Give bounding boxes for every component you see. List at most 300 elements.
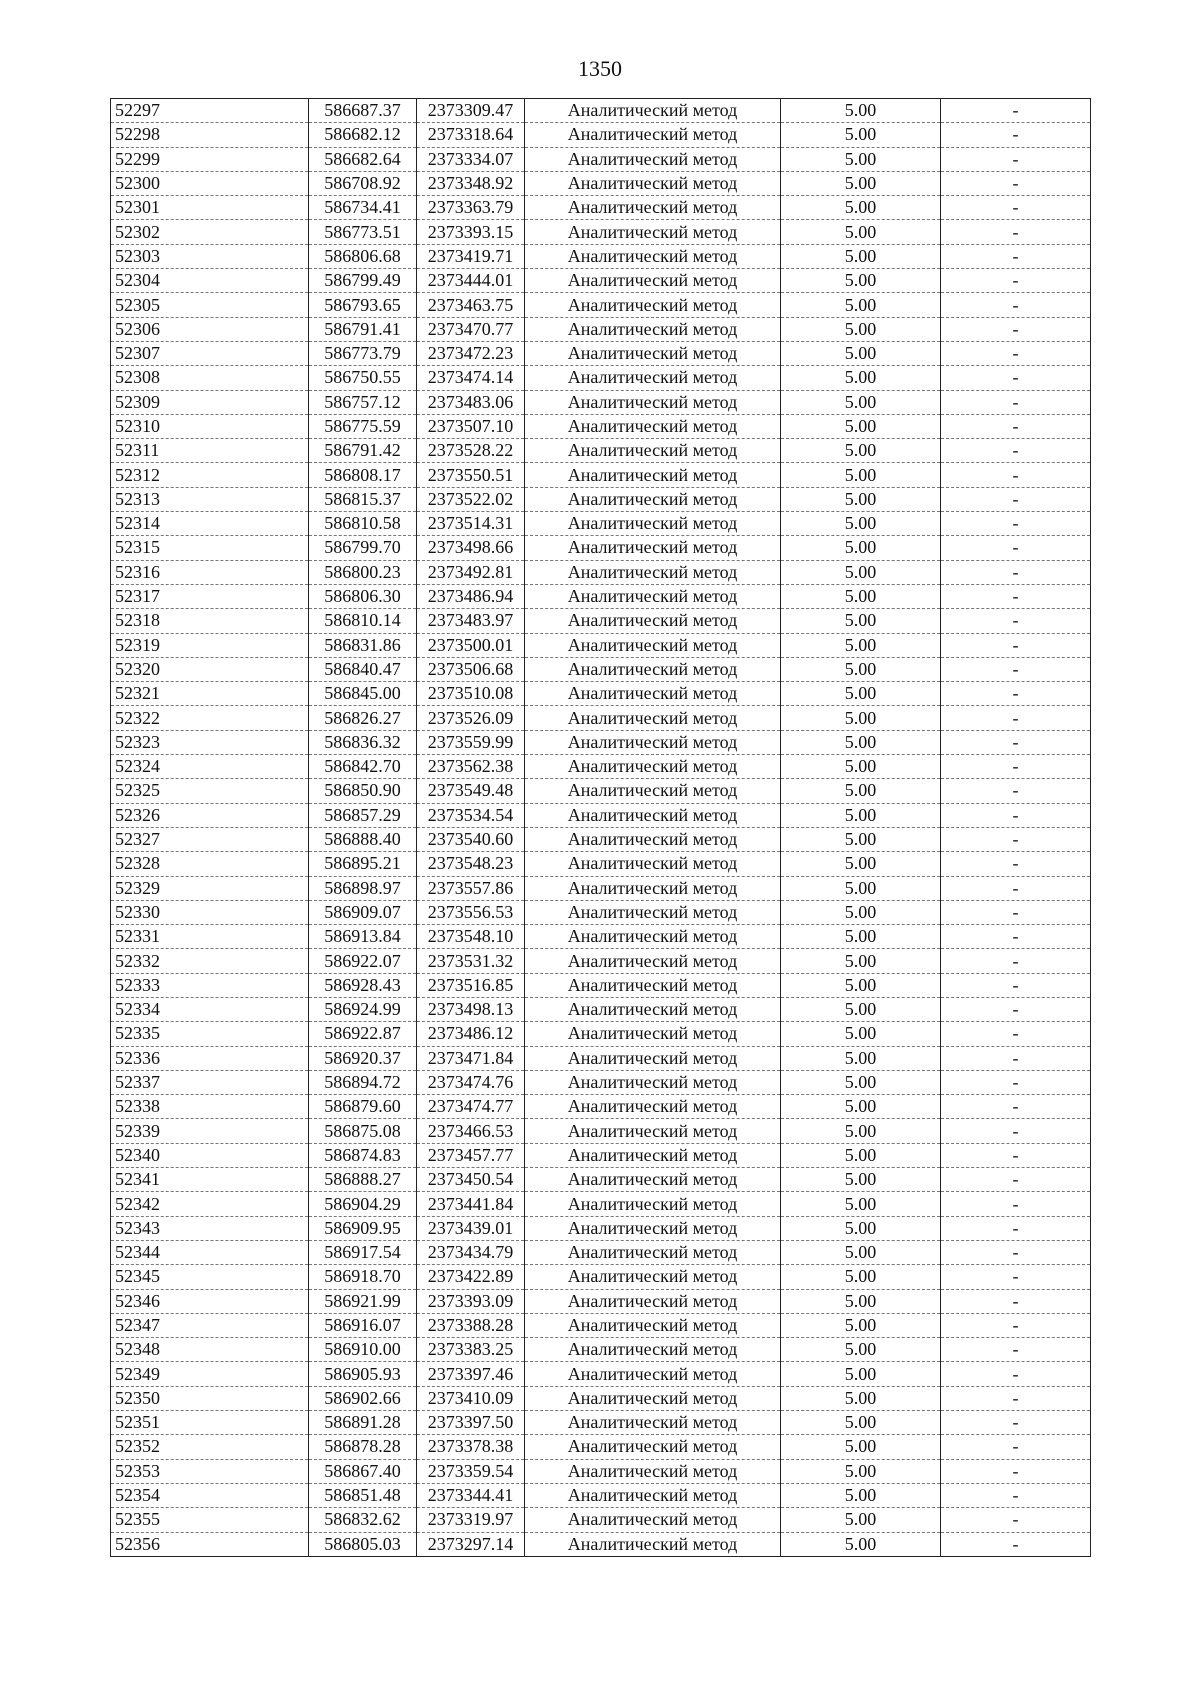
extra-cell: - <box>941 852 1091 876</box>
x-coordinate-cell: 586832.62 <box>309 1508 417 1532</box>
x-coordinate-cell: 586757.12 <box>309 390 417 414</box>
x-coordinate-cell: 586791.41 <box>309 317 417 341</box>
method-cell: Аналитический метод <box>525 1435 781 1459</box>
y-coordinate-cell: 2373319.97 <box>417 1508 525 1532</box>
method-cell: Аналитический метод <box>525 1070 781 1094</box>
x-coordinate-cell: 586928.43 <box>309 973 417 997</box>
method-cell: Аналитический метод <box>525 657 781 681</box>
extra-cell: - <box>941 1070 1091 1094</box>
x-coordinate-cell: 586799.49 <box>309 269 417 293</box>
extra-cell: - <box>941 997 1091 1021</box>
point-number-cell: 52340 <box>111 1143 309 1167</box>
y-coordinate-cell: 2373514.31 <box>417 512 525 536</box>
y-coordinate-cell: 2373297.14 <box>417 1532 525 1556</box>
point-number-cell: 52327 <box>111 827 309 851</box>
extra-cell: - <box>941 512 1091 536</box>
method-cell: Аналитический метод <box>525 439 781 463</box>
method-cell: Аналитический метод <box>525 803 781 827</box>
x-coordinate-cell: 586921.99 <box>309 1289 417 1313</box>
extra-cell: - <box>941 584 1091 608</box>
x-coordinate-cell: 586836.32 <box>309 730 417 754</box>
point-number-cell: 52312 <box>111 463 309 487</box>
precision-cell: 5.00 <box>781 657 941 681</box>
method-cell: Аналитический метод <box>525 366 781 390</box>
coordinates-table-body <box>111 99 1091 1557</box>
y-coordinate-cell: 2373498.66 <box>417 536 525 560</box>
point-number-cell: 52320 <box>111 657 309 681</box>
y-coordinate-cell: 2373410.09 <box>417 1386 525 1410</box>
x-coordinate-cell: 586810.58 <box>309 512 417 536</box>
method-cell: Аналитический метод <box>525 876 781 900</box>
x-coordinate-cell: 586815.37 <box>309 487 417 511</box>
method-cell: Аналитический метод <box>525 123 781 147</box>
table-row <box>111 99 1091 123</box>
method-cell: Аналитический метод <box>525 706 781 730</box>
x-coordinate-cell: 586916.07 <box>309 1313 417 1337</box>
extra-cell: - <box>941 900 1091 924</box>
extra-cell: - <box>941 876 1091 900</box>
table-row <box>111 463 1091 487</box>
point-number-cell: 52333 <box>111 973 309 997</box>
precision-cell: 5.00 <box>781 1022 941 1046</box>
precision-cell: 5.00 <box>781 730 941 754</box>
table-row <box>111 706 1091 730</box>
point-number-cell: 52317 <box>111 584 309 608</box>
method-cell: Аналитический метод <box>525 900 781 924</box>
precision-cell: 5.00 <box>781 220 941 244</box>
y-coordinate-cell: 2373397.50 <box>417 1411 525 1435</box>
point-number-cell: 52336 <box>111 1046 309 1070</box>
point-number-cell: 52328 <box>111 852 309 876</box>
extra-cell: - <box>941 1192 1091 1216</box>
method-cell: Аналитический метод <box>525 1119 781 1143</box>
y-coordinate-cell: 2373334.07 <box>417 147 525 171</box>
method-cell: Аналитический метод <box>525 536 781 560</box>
x-coordinate-cell: 586898.97 <box>309 876 417 900</box>
table-row <box>111 196 1091 220</box>
table-row <box>111 536 1091 560</box>
y-coordinate-cell: 2373548.23 <box>417 852 525 876</box>
point-number-cell: 52337 <box>111 1070 309 1094</box>
x-coordinate-cell: 586909.95 <box>309 1216 417 1240</box>
point-number-cell: 52335 <box>111 1022 309 1046</box>
table-row <box>111 1289 1091 1313</box>
extra-cell: - <box>941 682 1091 706</box>
x-coordinate-cell: 586793.65 <box>309 293 417 317</box>
y-coordinate-cell: 2373463.75 <box>417 293 525 317</box>
point-number-cell: 52326 <box>111 803 309 827</box>
table-row <box>111 900 1091 924</box>
x-coordinate-cell: 586888.40 <box>309 827 417 851</box>
point-number-cell: 52353 <box>111 1459 309 1483</box>
extra-cell: - <box>941 1313 1091 1337</box>
extra-cell: - <box>941 1362 1091 1386</box>
y-coordinate-cell: 2373466.53 <box>417 1119 525 1143</box>
point-number-cell: 52356 <box>111 1532 309 1556</box>
precision-cell: 5.00 <box>781 1095 941 1119</box>
precision-cell: 5.00 <box>781 949 941 973</box>
method-cell: Аналитический метод <box>525 1192 781 1216</box>
y-coordinate-cell: 2373557.86 <box>417 876 525 900</box>
table-row <box>111 1483 1091 1507</box>
precision-cell: 5.00 <box>781 584 941 608</box>
x-coordinate-cell: 586904.29 <box>309 1192 417 1216</box>
precision-cell: 5.00 <box>781 900 941 924</box>
precision-cell: 5.00 <box>781 1459 941 1483</box>
extra-cell: - <box>941 220 1091 244</box>
y-coordinate-cell: 2373549.48 <box>417 779 525 803</box>
extra-cell: - <box>941 803 1091 827</box>
precision-cell: 5.00 <box>781 852 941 876</box>
table-row <box>111 341 1091 365</box>
extra-cell: - <box>941 171 1091 195</box>
table-row <box>111 1095 1091 1119</box>
y-coordinate-cell: 2373309.47 <box>417 99 525 123</box>
table-row <box>111 244 1091 268</box>
x-coordinate-cell: 586867.40 <box>309 1459 417 1483</box>
extra-cell: - <box>941 827 1091 851</box>
extra-cell: - <box>941 1046 1091 1070</box>
precision-cell: 5.00 <box>781 1386 941 1410</box>
table-row <box>111 123 1091 147</box>
x-coordinate-cell: 586840.47 <box>309 657 417 681</box>
table-row <box>111 1022 1091 1046</box>
extra-cell: - <box>941 123 1091 147</box>
precision-cell: 5.00 <box>781 512 941 536</box>
point-number-cell: 52352 <box>111 1435 309 1459</box>
y-coordinate-cell: 2373500.01 <box>417 633 525 657</box>
x-coordinate-cell: 586773.51 <box>309 220 417 244</box>
y-coordinate-cell: 2373397.46 <box>417 1362 525 1386</box>
method-cell: Аналитический метод <box>525 196 781 220</box>
extra-cell: - <box>941 293 1091 317</box>
point-number-cell: 52309 <box>111 390 309 414</box>
table-row <box>111 390 1091 414</box>
precision-cell: 5.00 <box>781 99 941 123</box>
extra-cell: - <box>941 706 1091 730</box>
extra-cell: - <box>941 147 1091 171</box>
y-coordinate-cell: 2373474.14 <box>417 366 525 390</box>
extra-cell: - <box>941 341 1091 365</box>
point-number-cell: 52307 <box>111 341 309 365</box>
extra-cell: - <box>941 1435 1091 1459</box>
precision-cell: 5.00 <box>781 366 941 390</box>
precision-cell: 5.00 <box>781 1192 941 1216</box>
x-coordinate-cell: 586806.30 <box>309 584 417 608</box>
y-coordinate-cell: 2373434.79 <box>417 1240 525 1264</box>
y-coordinate-cell: 2373470.77 <box>417 317 525 341</box>
extra-cell: - <box>941 925 1091 949</box>
y-coordinate-cell: 2373318.64 <box>417 123 525 147</box>
method-cell: Аналитический метод <box>525 390 781 414</box>
table-row <box>111 1265 1091 1289</box>
point-number-cell: 52319 <box>111 633 309 657</box>
precision-cell: 5.00 <box>781 123 941 147</box>
method-cell: Аналитический метод <box>525 1265 781 1289</box>
method-cell: Аналитический метод <box>525 1022 781 1046</box>
y-coordinate-cell: 2373471.84 <box>417 1046 525 1070</box>
point-number-cell: 52305 <box>111 293 309 317</box>
y-coordinate-cell: 2373439.01 <box>417 1216 525 1240</box>
x-coordinate-cell: 586845.00 <box>309 682 417 706</box>
precision-cell: 5.00 <box>781 609 941 633</box>
x-coordinate-cell: 586910.00 <box>309 1338 417 1362</box>
point-number-cell: 52348 <box>111 1338 309 1362</box>
y-coordinate-cell: 2373522.02 <box>417 487 525 511</box>
point-number-cell: 52297 <box>111 99 309 123</box>
precision-cell: 5.00 <box>781 244 941 268</box>
extra-cell: - <box>941 973 1091 997</box>
table-row <box>111 317 1091 341</box>
method-cell: Аналитический метод <box>525 1313 781 1337</box>
y-coordinate-cell: 2373486.12 <box>417 1022 525 1046</box>
method-cell: Аналитический метод <box>525 973 781 997</box>
x-coordinate-cell: 586922.07 <box>309 949 417 973</box>
precision-cell: 5.00 <box>781 925 941 949</box>
table-row <box>111 1192 1091 1216</box>
y-coordinate-cell: 2373422.89 <box>417 1265 525 1289</box>
precision-cell: 5.00 <box>781 1508 941 1532</box>
table-row <box>111 827 1091 851</box>
point-number-cell: 52306 <box>111 317 309 341</box>
point-number-cell: 52298 <box>111 123 309 147</box>
extra-cell: - <box>941 1483 1091 1507</box>
extra-cell: - <box>941 1119 1091 1143</box>
point-number-cell: 52322 <box>111 706 309 730</box>
table-row <box>111 171 1091 195</box>
method-cell: Аналитический метод <box>525 1532 781 1556</box>
method-cell: Аналитический метод <box>525 220 781 244</box>
extra-cell: - <box>941 1508 1091 1532</box>
table-row <box>111 560 1091 584</box>
x-coordinate-cell: 586708.92 <box>309 171 417 195</box>
extra-cell: - <box>941 1216 1091 1240</box>
method-cell: Аналитический метод <box>525 1411 781 1435</box>
point-number-cell: 52347 <box>111 1313 309 1337</box>
method-cell: Аналитический метод <box>525 633 781 657</box>
point-number-cell: 52344 <box>111 1240 309 1264</box>
y-coordinate-cell: 2373441.84 <box>417 1192 525 1216</box>
y-coordinate-cell: 2373531.32 <box>417 949 525 973</box>
x-coordinate-cell: 586687.37 <box>309 99 417 123</box>
method-cell: Аналитический метод <box>525 414 781 438</box>
method-cell: Аналитический метод <box>525 949 781 973</box>
point-number-cell: 52318 <box>111 609 309 633</box>
x-coordinate-cell: 586875.08 <box>309 1119 417 1143</box>
extra-cell: - <box>941 1289 1091 1313</box>
x-coordinate-cell: 586826.27 <box>309 706 417 730</box>
x-coordinate-cell: 586902.66 <box>309 1386 417 1410</box>
y-coordinate-cell: 2373378.38 <box>417 1435 525 1459</box>
y-coordinate-cell: 2373383.25 <box>417 1338 525 1362</box>
method-cell: Аналитический метод <box>525 293 781 317</box>
x-coordinate-cell: 586810.14 <box>309 609 417 633</box>
point-number-cell: 52351 <box>111 1411 309 1435</box>
point-number-cell: 52313 <box>111 487 309 511</box>
table-row <box>111 147 1091 171</box>
point-number-cell: 52339 <box>111 1119 309 1143</box>
precision-cell: 5.00 <box>781 1435 941 1459</box>
y-coordinate-cell: 2373534.54 <box>417 803 525 827</box>
method-cell: Аналитический метод <box>525 463 781 487</box>
point-number-cell: 52311 <box>111 439 309 463</box>
x-coordinate-cell: 586913.84 <box>309 925 417 949</box>
page-number: 1350 <box>578 56 622 81</box>
point-number-cell: 52323 <box>111 730 309 754</box>
point-number-cell: 52304 <box>111 269 309 293</box>
precision-cell: 5.00 <box>781 439 941 463</box>
x-coordinate-cell: 586682.12 <box>309 123 417 147</box>
method-cell: Аналитический метод <box>525 755 781 779</box>
x-coordinate-cell: 586922.87 <box>309 1022 417 1046</box>
precision-cell: 5.00 <box>781 706 941 730</box>
table-row <box>111 1435 1091 1459</box>
table-row <box>111 633 1091 657</box>
extra-cell: - <box>941 99 1091 123</box>
x-coordinate-cell: 586920.37 <box>309 1046 417 1070</box>
table-row <box>111 657 1091 681</box>
point-number-cell: 52334 <box>111 997 309 1021</box>
precision-cell: 5.00 <box>781 755 941 779</box>
precision-cell: 5.00 <box>781 1483 941 1507</box>
x-coordinate-cell: 586750.55 <box>309 366 417 390</box>
point-number-cell: 52310 <box>111 414 309 438</box>
x-coordinate-cell: 586905.93 <box>309 1362 417 1386</box>
method-cell: Аналитический метод <box>525 997 781 1021</box>
point-number-cell: 52350 <box>111 1386 309 1410</box>
y-coordinate-cell: 2373483.97 <box>417 609 525 633</box>
extra-cell: - <box>941 463 1091 487</box>
method-cell: Аналитический метод <box>525 512 781 536</box>
table-row <box>111 1532 1091 1556</box>
point-number-cell: 52343 <box>111 1216 309 1240</box>
y-coordinate-cell: 2373556.53 <box>417 900 525 924</box>
table-row <box>111 1508 1091 1532</box>
extra-cell: - <box>941 1386 1091 1410</box>
x-coordinate-cell: 586734.41 <box>309 196 417 220</box>
x-coordinate-cell: 586851.48 <box>309 1483 417 1507</box>
method-cell: Аналитический метод <box>525 1168 781 1192</box>
y-coordinate-cell: 2373548.10 <box>417 925 525 949</box>
precision-cell: 5.00 <box>781 1046 941 1070</box>
precision-cell: 5.00 <box>781 293 941 317</box>
extra-cell: - <box>941 1240 1091 1264</box>
precision-cell: 5.00 <box>781 1532 941 1556</box>
method-cell: Аналитический метод <box>525 1362 781 1386</box>
precision-cell: 5.00 <box>781 1265 941 1289</box>
method-cell: Аналитический метод <box>525 1459 781 1483</box>
point-number-cell: 52331 <box>111 925 309 949</box>
table-row <box>111 512 1091 536</box>
y-coordinate-cell: 2373444.01 <box>417 269 525 293</box>
method-cell: Аналитический метод <box>525 1289 781 1313</box>
table-row <box>111 220 1091 244</box>
x-coordinate-cell: 586878.28 <box>309 1435 417 1459</box>
table-row <box>111 803 1091 827</box>
method-cell: Аналитический метод <box>525 341 781 365</box>
point-number-cell: 52338 <box>111 1095 309 1119</box>
y-coordinate-cell: 2373348.92 <box>417 171 525 195</box>
table-row <box>111 925 1091 949</box>
point-number-cell: 52308 <box>111 366 309 390</box>
method-cell: Аналитический метод <box>525 269 781 293</box>
extra-cell: - <box>941 1265 1091 1289</box>
table-row <box>111 876 1091 900</box>
extra-cell: - <box>941 487 1091 511</box>
precision-cell: 5.00 <box>781 1313 941 1337</box>
y-coordinate-cell: 2373393.09 <box>417 1289 525 1313</box>
extra-cell: - <box>941 779 1091 803</box>
x-coordinate-cell: 586874.83 <box>309 1143 417 1167</box>
y-coordinate-cell: 2373419.71 <box>417 244 525 268</box>
x-coordinate-cell: 586842.70 <box>309 755 417 779</box>
point-number-cell: 52301 <box>111 196 309 220</box>
x-coordinate-cell: 586799.70 <box>309 536 417 560</box>
method-cell: Аналитический метод <box>525 827 781 851</box>
precision-cell: 5.00 <box>781 1240 941 1264</box>
table-row <box>111 1338 1091 1362</box>
method-cell: Аналитический метод <box>525 852 781 876</box>
y-coordinate-cell: 2373562.38 <box>417 755 525 779</box>
x-coordinate-cell: 586895.21 <box>309 852 417 876</box>
extra-cell: - <box>941 1338 1091 1362</box>
y-coordinate-cell: 2373492.81 <box>417 560 525 584</box>
x-coordinate-cell: 586791.42 <box>309 439 417 463</box>
point-number-cell: 52330 <box>111 900 309 924</box>
table-row <box>111 973 1091 997</box>
point-number-cell: 52332 <box>111 949 309 973</box>
precision-cell: 5.00 <box>781 390 941 414</box>
table-row <box>111 269 1091 293</box>
point-number-cell: 52355 <box>111 1508 309 1532</box>
x-coordinate-cell: 586682.64 <box>309 147 417 171</box>
method-cell: Аналитический метод <box>525 560 781 584</box>
method-cell: Аналитический метод <box>525 317 781 341</box>
precision-cell: 5.00 <box>781 341 941 365</box>
method-cell: Аналитический метод <box>525 1240 781 1264</box>
extra-cell: - <box>941 244 1091 268</box>
table-row <box>111 1459 1091 1483</box>
point-number-cell: 52325 <box>111 779 309 803</box>
extra-cell: - <box>941 1532 1091 1556</box>
point-number-cell: 52354 <box>111 1483 309 1507</box>
y-coordinate-cell: 2373474.76 <box>417 1070 525 1094</box>
x-coordinate-cell: 586806.68 <box>309 244 417 268</box>
coordinates-table <box>110 98 1091 1557</box>
extra-cell: - <box>941 1168 1091 1192</box>
x-coordinate-cell: 586909.07 <box>309 900 417 924</box>
precision-cell: 5.00 <box>781 487 941 511</box>
method-cell: Аналитический метод <box>525 925 781 949</box>
y-coordinate-cell: 2373506.68 <box>417 657 525 681</box>
extra-cell: - <box>941 439 1091 463</box>
y-coordinate-cell: 2373550.51 <box>417 463 525 487</box>
table-row <box>111 730 1091 754</box>
extra-cell: - <box>941 609 1091 633</box>
x-coordinate-cell: 586831.86 <box>309 633 417 657</box>
extra-cell: - <box>941 366 1091 390</box>
point-number-cell: 52315 <box>111 536 309 560</box>
x-coordinate-cell: 586894.72 <box>309 1070 417 1094</box>
x-coordinate-cell: 586891.28 <box>309 1411 417 1435</box>
precision-cell: 5.00 <box>781 1168 941 1192</box>
y-coordinate-cell: 2373450.54 <box>417 1168 525 1192</box>
y-coordinate-cell: 2373486.94 <box>417 584 525 608</box>
precision-cell: 5.00 <box>781 1216 941 1240</box>
method-cell: Аналитический метод <box>525 609 781 633</box>
x-coordinate-cell: 586850.90 <box>309 779 417 803</box>
method-cell: Аналитический метод <box>525 147 781 171</box>
